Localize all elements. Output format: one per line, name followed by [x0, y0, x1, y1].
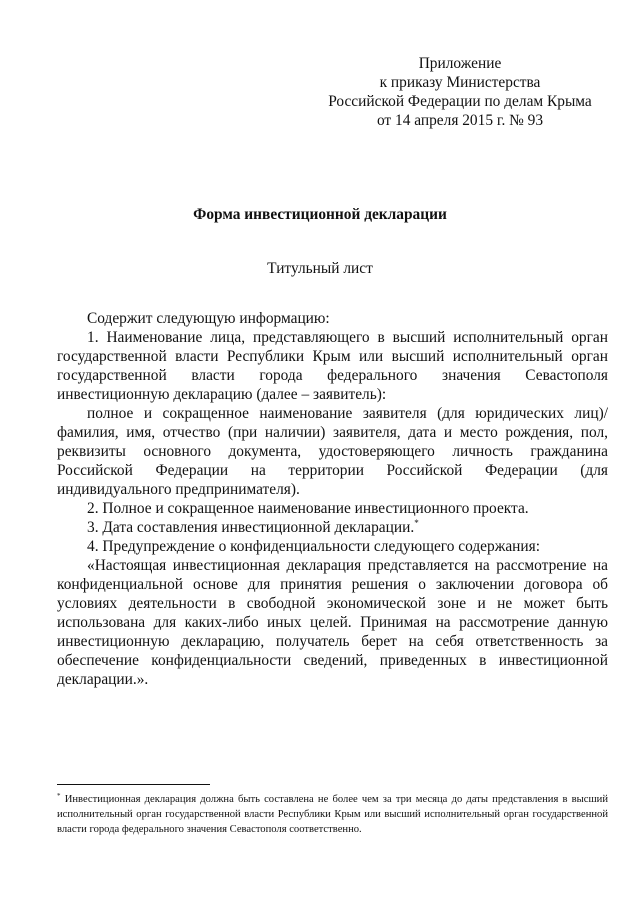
footnote-reference: * — [414, 518, 419, 528]
item-4: 4. Предупреждение о конфиденциальности следующего содержания: — [87, 538, 540, 555]
document-title: Форма инвестиционной декларации — [193, 206, 447, 223]
item-2: 2. Полное и сокращенное наименование инвестиционного проекта. — [87, 500, 529, 517]
item-3 — [57, 518, 608, 537]
document-body — [57, 309, 608, 689]
item-1-detail: полное и сокращенное наименование заявителя (для юридических лиц)/ фамилия, имя, отчество (при наличии) заявителя, дата и место рождения, пол, реквизиты основного документа, удостоверяющего личность гражданина Российской Федерации на территории Российской Федерации (для индивидуального предпринимателя). — [57, 405, 608, 498]
appendix-line: Приложение — [418, 55, 502, 72]
footnote-marker: * — [57, 792, 61, 800]
appendix-line: к приказу Министерства — [379, 74, 541, 91]
footnote-divider — [57, 784, 210, 785]
confidentiality-warning: «Настоящая инвестиционная декларация представляется на рассмотрение на конфиденциальной основе для принятия решения о заключении договора об условиях деятельности в свободной экономической зоне и не может быть использована для каких-либо иных целей. Принимая на рассмотрение данную инвестиционную декларацию, получатель берет на себя ответственность за обеспечение конфиденциальности сведений, приведенных в инвестиционной декларации.». — [57, 557, 608, 688]
footnote-text: Инвестиционная декларация должна быть составлена не более чем за три месяца до даты представления в высший исполнительный орган государственной власти Республики Крым или высший исполнительный орган государственной власти города федерального значения Севастополя соответственно. — [57, 794, 608, 835]
item-1: 1. Наименование лица, представляющего в высший исполнительный орган государственной власти Республики Крым или высший исполнительный орган государственной власти города федерального значения Севастополя инвестиционную декларацию (далее – заявитель): — [57, 329, 608, 403]
appendix-line: от 14 апреля 2015 г. № 93 — [376, 112, 544, 129]
footnote — [57, 792, 608, 837]
appendix-line: Российской Федерации по делам Крыма — [328, 93, 592, 110]
document-subtitle: Титульный лист — [267, 260, 373, 277]
item-3-text: 3. Дата составления инвестиционной декларации. — [87, 519, 415, 536]
intro-paragraph: Содержит следующую информацию: — [87, 310, 330, 327]
appendix-header — [300, 54, 620, 130]
